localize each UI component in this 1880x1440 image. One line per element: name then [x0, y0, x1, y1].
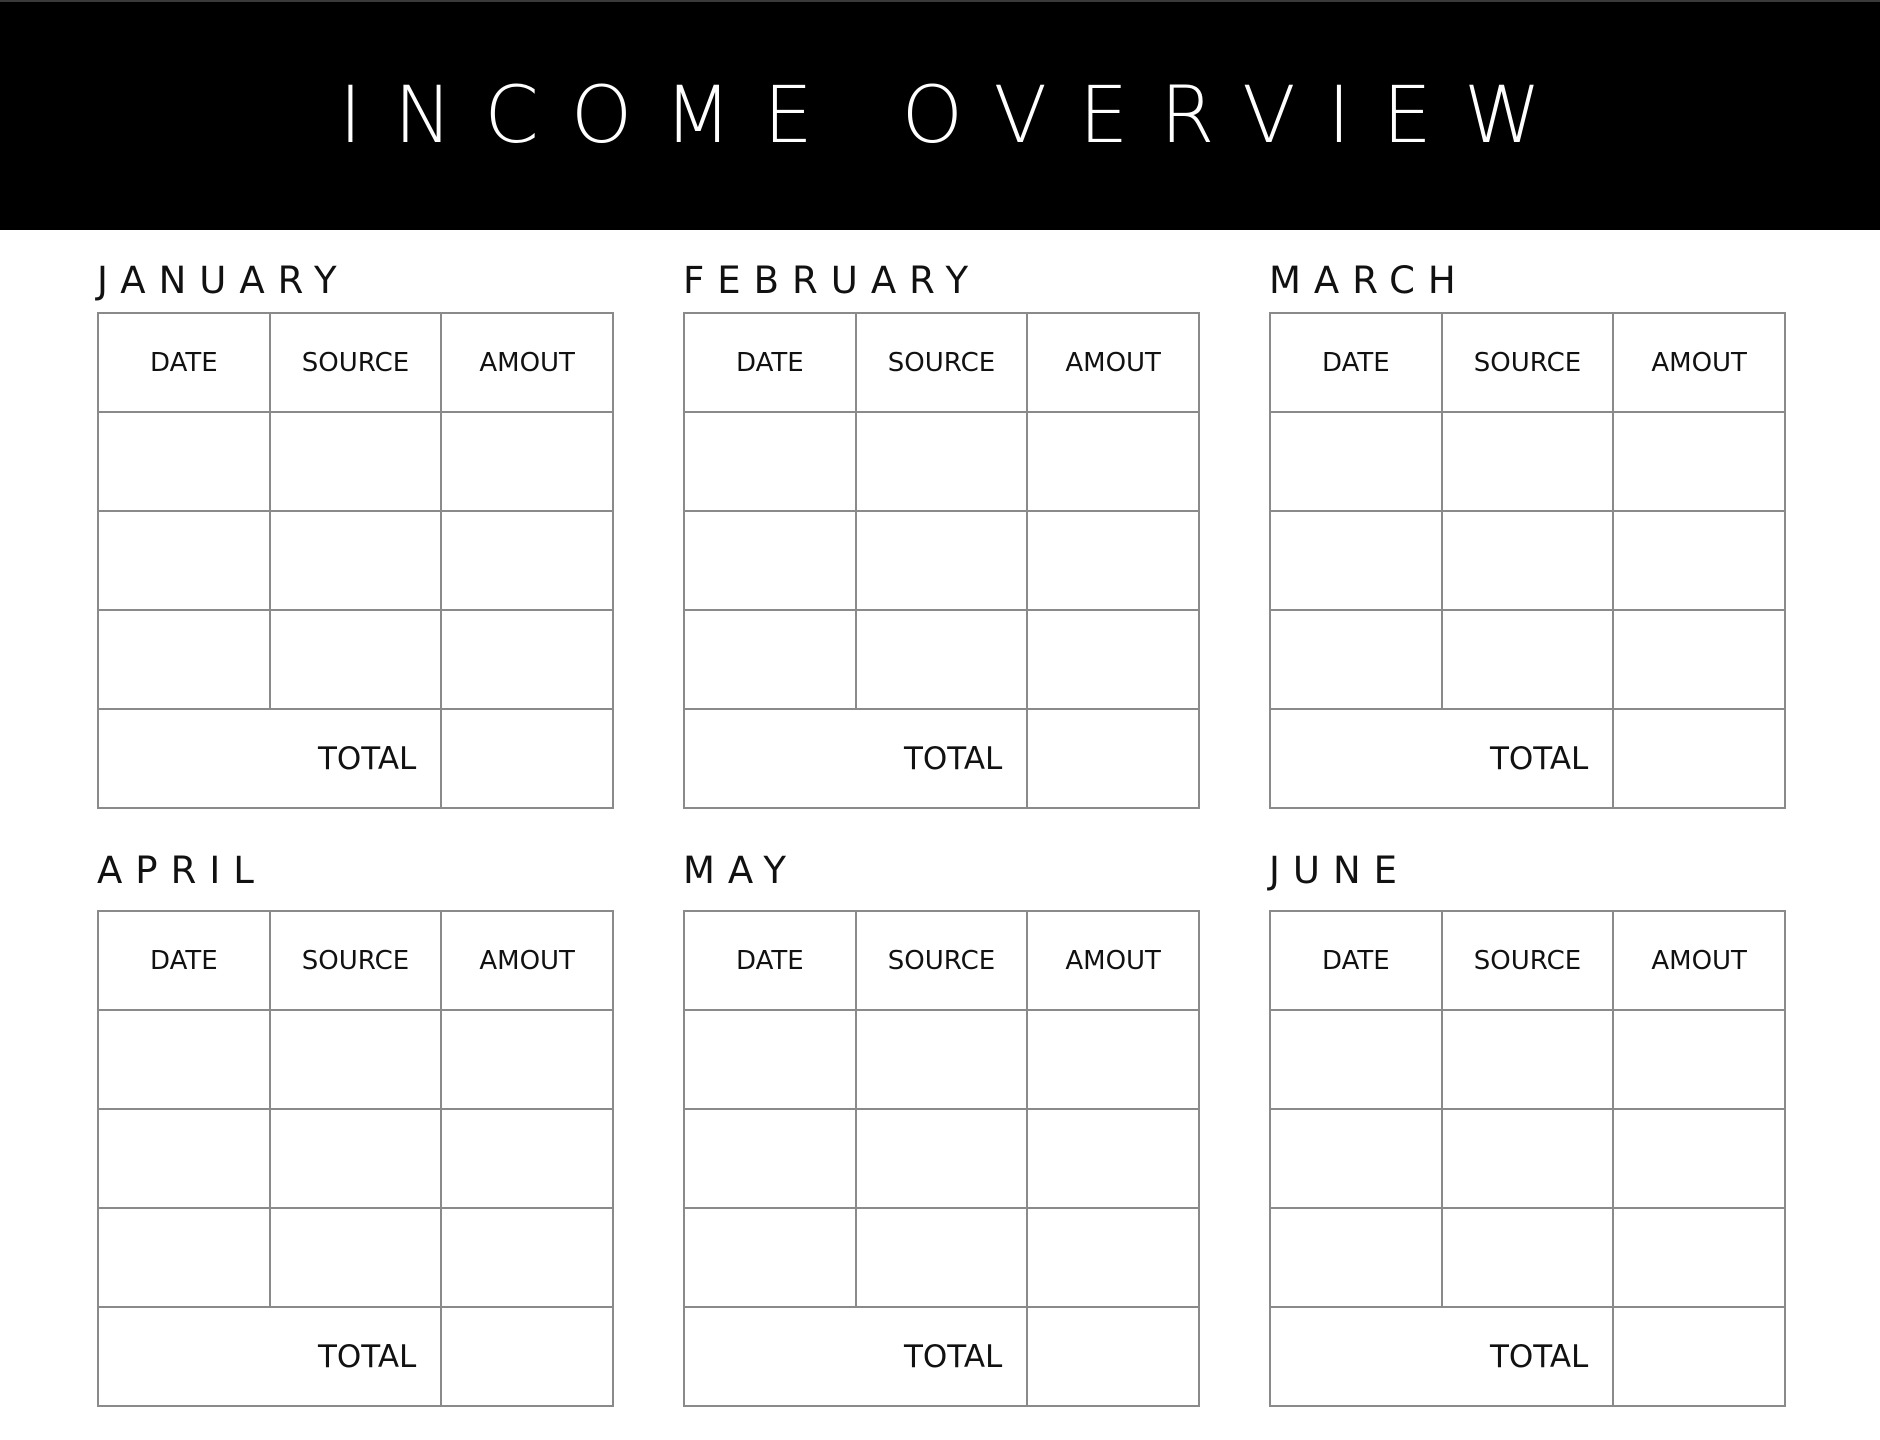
total-label: TOTAL — [684, 709, 1027, 808]
date-cell[interactable] — [684, 1010, 856, 1109]
table-header-row — [1270, 313, 1785, 412]
table-row — [684, 1010, 1199, 1109]
source-cell[interactable] — [856, 610, 1028, 709]
source-cell[interactable] — [270, 1010, 442, 1109]
month-title-june: JUNE — [1269, 849, 1411, 892]
amount-cell[interactable] — [441, 1010, 613, 1109]
date-cell[interactable] — [98, 610, 270, 709]
table-row — [98, 511, 613, 610]
date-cell[interactable] — [98, 1208, 270, 1307]
table-row — [1270, 1010, 1785, 1109]
source-cell[interactable] — [856, 412, 1028, 511]
month-title-february: FEBRUARY — [683, 259, 982, 302]
table-header-row — [684, 313, 1199, 412]
date-cell[interactable] — [1270, 610, 1442, 709]
column-header-amount: AMOUT — [1027, 313, 1199, 412]
amount-cell[interactable] — [1027, 1109, 1199, 1208]
column-header-source: SOURCE — [1442, 911, 1614, 1010]
amount-cell[interactable] — [1027, 610, 1199, 709]
month-title-january: JANUARY — [97, 259, 350, 302]
column-header-amount: AMOUT — [1613, 313, 1785, 412]
total-label: TOTAL — [98, 709, 441, 808]
source-cell[interactable] — [270, 1109, 442, 1208]
table-row — [1270, 1208, 1785, 1307]
date-cell[interactable] — [98, 412, 270, 511]
column-header-amount: AMOUT — [1613, 911, 1785, 1010]
column-header-date: DATE — [684, 313, 856, 412]
table-row — [98, 412, 613, 511]
income-table-february — [683, 312, 1200, 809]
column-header-source: SOURCE — [1442, 313, 1614, 412]
total-row — [1270, 709, 1785, 808]
total-amount-cell[interactable] — [1613, 1307, 1785, 1406]
source-cell[interactable] — [1442, 610, 1614, 709]
column-header-date: DATE — [98, 911, 270, 1010]
table-row — [1270, 1109, 1785, 1208]
column-header-date: DATE — [684, 911, 856, 1010]
source-cell[interactable] — [1442, 1109, 1614, 1208]
source-cell[interactable] — [856, 1208, 1028, 1307]
table-header-row — [684, 911, 1199, 1010]
source-cell[interactable] — [1442, 511, 1614, 610]
source-cell[interactable] — [270, 1208, 442, 1307]
amount-cell[interactable] — [1613, 1208, 1785, 1307]
column-header-date: DATE — [1270, 911, 1442, 1010]
total-label: TOTAL — [98, 1307, 441, 1406]
date-cell[interactable] — [98, 1010, 270, 1109]
table-row — [684, 511, 1199, 610]
date-cell[interactable] — [1270, 1010, 1442, 1109]
amount-cell[interactable] — [1613, 610, 1785, 709]
header-banner — [0, 0, 1880, 230]
date-cell[interactable] — [684, 1208, 856, 1307]
total-amount-cell[interactable] — [441, 709, 613, 808]
source-cell[interactable] — [856, 511, 1028, 610]
column-header-date: DATE — [98, 313, 270, 412]
date-cell[interactable] — [1270, 511, 1442, 610]
column-header-amount: AMOUT — [1027, 911, 1199, 1010]
total-amount-cell[interactable] — [1027, 709, 1199, 808]
total-row — [98, 1307, 613, 1406]
table-row — [684, 412, 1199, 511]
page-title: INCOME OVERVIEW — [339, 71, 1573, 161]
source-cell[interactable] — [270, 412, 442, 511]
column-header-source: SOURCE — [856, 313, 1028, 412]
amount-cell[interactable] — [1613, 1109, 1785, 1208]
table-row — [98, 610, 613, 709]
total-row — [684, 709, 1199, 808]
date-cell[interactable] — [684, 1109, 856, 1208]
table-row — [1270, 610, 1785, 709]
amount-cell[interactable] — [1613, 1010, 1785, 1109]
table-row — [1270, 412, 1785, 511]
amount-cell[interactable] — [441, 1109, 613, 1208]
column-header-source: SOURCE — [270, 313, 442, 412]
column-header-date: DATE — [1270, 313, 1442, 412]
amount-cell[interactable] — [441, 412, 613, 511]
date-cell[interactable] — [98, 511, 270, 610]
total-amount-cell[interactable] — [1613, 709, 1785, 808]
column-header-source: SOURCE — [856, 911, 1028, 1010]
column-header-amount: AMOUT — [441, 313, 613, 412]
amount-cell[interactable] — [441, 1208, 613, 1307]
amount-cell[interactable] — [1027, 511, 1199, 610]
source-cell[interactable] — [270, 610, 442, 709]
amount-cell[interactable] — [1027, 412, 1199, 511]
column-header-source: SOURCE — [270, 911, 442, 1010]
table-row — [684, 1109, 1199, 1208]
table-row — [684, 1208, 1199, 1307]
source-cell[interactable] — [1442, 1010, 1614, 1109]
date-cell[interactable] — [684, 610, 856, 709]
total-row — [1270, 1307, 1785, 1406]
income-table-may — [683, 910, 1200, 1407]
source-cell[interactable] — [856, 1010, 1028, 1109]
amount-cell[interactable] — [1027, 1208, 1199, 1307]
table-row — [1270, 511, 1785, 610]
amount-cell[interactable] — [441, 610, 613, 709]
source-cell[interactable] — [1442, 412, 1614, 511]
amount-cell[interactable] — [1027, 1010, 1199, 1109]
date-cell[interactable] — [684, 412, 856, 511]
income-table-june — [1269, 910, 1786, 1407]
total-amount-cell[interactable] — [441, 1307, 613, 1406]
source-cell[interactable] — [1442, 1208, 1614, 1307]
income-table-march — [1269, 312, 1786, 809]
amount-cell[interactable] — [1613, 511, 1785, 610]
total-label: TOTAL — [1270, 709, 1613, 808]
total-row — [98, 709, 613, 808]
source-cell[interactable] — [270, 511, 442, 610]
amount-cell[interactable] — [1613, 412, 1785, 511]
table-row — [684, 610, 1199, 709]
date-cell[interactable] — [1270, 1208, 1442, 1307]
date-cell[interactable] — [1270, 412, 1442, 511]
total-amount-cell[interactable] — [1027, 1307, 1199, 1406]
table-header-row — [1270, 911, 1785, 1010]
table-header-row — [98, 911, 613, 1010]
amount-cell[interactable] — [441, 511, 613, 610]
income-table-january — [97, 312, 614, 809]
table-row — [98, 1208, 613, 1307]
source-cell[interactable] — [856, 1109, 1028, 1208]
month-title-april: APRIL — [97, 849, 267, 892]
table-row — [98, 1010, 613, 1109]
date-cell[interactable] — [1270, 1109, 1442, 1208]
table-header-row — [98, 313, 613, 412]
income-table-april — [97, 910, 614, 1407]
total-label: TOTAL — [1270, 1307, 1613, 1406]
month-title-march: MARCH — [1269, 259, 1469, 302]
month-title-may: MAY — [683, 849, 799, 892]
total-row — [684, 1307, 1199, 1406]
column-header-amount: AMOUT — [441, 911, 613, 1010]
date-cell[interactable] — [98, 1109, 270, 1208]
total-label: TOTAL — [684, 1307, 1027, 1406]
date-cell[interactable] — [684, 511, 856, 610]
table-row — [98, 1109, 613, 1208]
